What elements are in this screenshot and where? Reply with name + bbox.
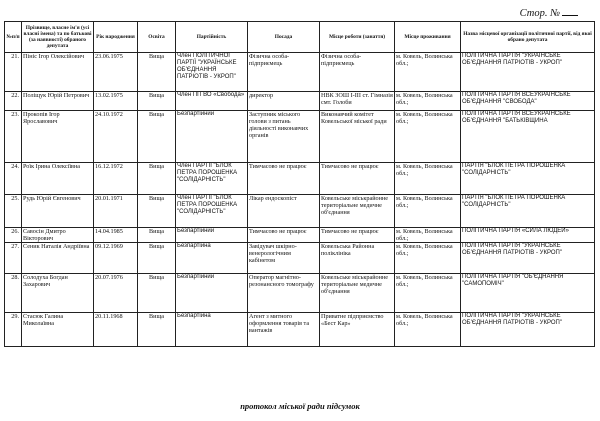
row-residence: м. Ковель, Волинська обл.; [395,53,461,92]
row-position: Лікар ендоскопіст [248,195,320,228]
row-education: Вища [138,92,176,111]
row-residence: м. Ковель, Волинська обл.; [395,111,461,163]
col-header-residence: Місце проживання [395,22,461,53]
row-dob: 23.06.1975 [94,53,138,92]
row-position: Заступник міського голови з питань діяльності виконавчих органів [248,111,320,163]
row-education: Вища [138,163,176,195]
row-name: Сеник Наталія Андріївна [22,243,94,274]
table-header-row [5,22,595,53]
deputies-table [4,21,595,347]
col-header-dob: Рік народження [94,22,138,53]
row-name: Пініс Ігор Олексійович [22,53,94,92]
row-num: 22. [5,92,22,111]
table-row [5,53,595,92]
col-header-education: Освіта [138,22,176,53]
row-membership: Безпартійна [176,313,248,347]
row-position: Фізична особа-підприємець [248,53,320,92]
row-residence: м. Ковель, Волинська обл.; [395,274,461,313]
row-residence: м. Ковель, Волинська обл.; [395,163,461,195]
row-dob: 24.10.1972 [94,111,138,163]
row-position: Тимчасово не працює [248,228,320,243]
row-membership: Безпартійна [176,243,248,274]
row-party: ПОЛІТИЧНА ПАРТІЯ ВСЕУКРАЇНСЬКЕ ОБ'ЄДНАННЯ "СВОБОДА" [461,92,595,111]
row-education: Вища [138,243,176,274]
table-row [5,92,595,111]
row-work: Ковельське міськрайонне територіальне медичне об'єднання [320,195,395,228]
row-name: Роїк Ірина Олексіївна [22,163,94,195]
row-education: Вища [138,53,176,92]
row-education: Вища [138,195,176,228]
row-work: Тимчасово не працює [320,228,395,243]
table-row [5,163,595,195]
row-dob: 14.04.1985 [94,228,138,243]
row-residence: м. Ковель, Волинська обл.; [395,243,461,274]
row-residence: м. Ковель, Волинська обл.; [395,92,461,111]
col-header-work: Місце роботи (занаття) [320,22,395,53]
table-row [5,195,595,228]
row-party: ПОЛІТИЧНА ПАРТІЯ "УКРАЇНСЬКЕ ОБ'ЄДНАННЯ ПАТРІОТІВ - УКРОП" [461,243,595,274]
row-position: Агент з митного оформлення товарів та вантажів [248,313,320,347]
row-residence: м. Ковель, Волинська обл.; [395,228,461,243]
row-position: Оператор магнітно-резонансного томографу [248,274,320,313]
row-party: ПАРТІЯ "БЛОК ПЕТРА ПОРОШЕНКА "СОЛІДАРНІСТЬ" [461,163,595,195]
row-work: Виконавчий комітет Ковельської міської ради [320,111,395,163]
col-header-name: Прізвище, власне ім'я (усі власні імена) та по батькові (за наявності) обраного депутата [22,22,94,53]
row-party: ПОЛІТИЧНА ПАРТІЯ "ОБ'ЄДНАННЯ "САМОПОМІЧ" [461,274,595,313]
row-num: 28. [5,274,22,313]
row-dob: 16.12.1972 [94,163,138,195]
row-dob: 09.12.1969 [94,243,138,274]
row-name: Прокопів Ігор Ярославович [22,111,94,163]
row-num: 29. [5,313,22,347]
row-work: НВК ЗОШ І-ІІІ ст. Гімназія смт. Голоби [320,92,395,111]
table-row [5,313,595,347]
row-num: 25. [5,195,22,228]
row-position: Завідувач шкірно-венерологічним кабінетом [248,243,320,274]
row-work: Ковельське міськрайонне територіальне медичне об'єднання [320,274,395,313]
row-work: Ковельська Районна поліклініка [320,243,395,274]
row-party: ПОЛІТИЧНА ПАРТІЯ «СИЛА ЛЮДЕЙ» [461,228,595,243]
row-party: ПАРТІЯ "БЛОК ПЕТРА ПОРОШЕНКА "СОЛІДАРНІСТЬ" [461,195,595,228]
row-num: 27. [5,243,22,274]
row-membership: Член ПОЛІТИЧНОЇ ПАРТІЇ "УКРАЇНСЬКЕ ОБ'ЄДНАННЯ ПАТРІОТІВ - УКРОП" [176,53,248,92]
table-row [5,243,595,274]
row-dob: 20.11.1968 [94,313,138,347]
row-name: Поліщук Юрій Петрович [22,92,94,111]
row-membership: Член ПАРТІЇ "БЛОК ПЕТРА ПОРОШЕНКА "СОЛІДАРНІСТЬ" [176,163,248,195]
table-row [5,111,595,163]
page-number-label: Стор. № [520,8,578,19]
table-row [5,228,595,243]
row-membership: Безпартійний [176,111,248,163]
row-num: 21. [5,53,22,92]
row-num: 26. [5,228,22,243]
row-membership: Член ПП ВО «Свобода» [176,92,248,111]
row-education: Вища [138,313,176,347]
row-education: Вища [138,111,176,163]
row-dob: 20.07.1976 [94,274,138,313]
col-header-party: Назва місцевої організації політичної партії, від якої обрано депутата [461,22,595,53]
row-name: Савосін Дмитро Вікторович [22,228,94,243]
row-residence: м. Ковель, Волинська обл.; [395,313,461,347]
table-row [5,274,595,313]
row-dob: 20.01.1971 [94,195,138,228]
footer-note: протокол міської ради підсумок [240,401,360,411]
row-work: Тимчасово не працює [320,163,395,195]
row-residence: м. Ковель, Волинська обл.; [395,195,461,228]
row-name: Стасюк Галина Миколаївна [22,313,94,347]
row-party: ПОЛІТИЧНА ПАРТІЯ "УКРАЇНСЬКЕ ОБ'ЄДНАННЯ ПАТРІОТІВ - УКРОП" [461,313,595,347]
row-name: Рудь Юрій Євгенович [22,195,94,228]
row-num: 24. [5,163,22,195]
row-name: Солодуха Богдан Захарович [22,274,94,313]
row-education: Вища [138,228,176,243]
row-work: Фізична особа-підприємець [320,53,395,92]
col-header-num: №п/п [5,22,22,53]
row-num: 23. [5,111,22,163]
col-header-membership: Партійність [176,22,248,53]
row-membership: Безпартійний [176,228,248,243]
row-position: Тимчасово не працює [248,163,320,195]
row-position: директор [248,92,320,111]
row-membership: Безпартійний [176,274,248,313]
row-party: ПОЛІТИЧНА ПАРТІЯ "УКРАЇНСЬКЕ ОБ'ЄДНАННЯ ПАТРІОТІВ - УКРОП" [461,53,595,92]
row-membership: Член ПАРТІЇ "БЛОК ПЕТРА ПОРОШЕНКА "СОЛІДАРНІСТЬ" [176,195,248,228]
row-work: Приватне підприємство «Бест Кар» [320,313,395,347]
row-party: ПОЛІТИЧНА ПАРТІЯ ВСЕУКРАЇНСЬКЕ ОБ'ЄДНАННЯ "БАТЬКІВЩИНА [461,111,595,163]
row-education: Вища [138,274,176,313]
row-dob: 13.02.1975 [94,92,138,111]
col-header-position: Посада [248,22,320,53]
page-number-blank [562,15,578,16]
